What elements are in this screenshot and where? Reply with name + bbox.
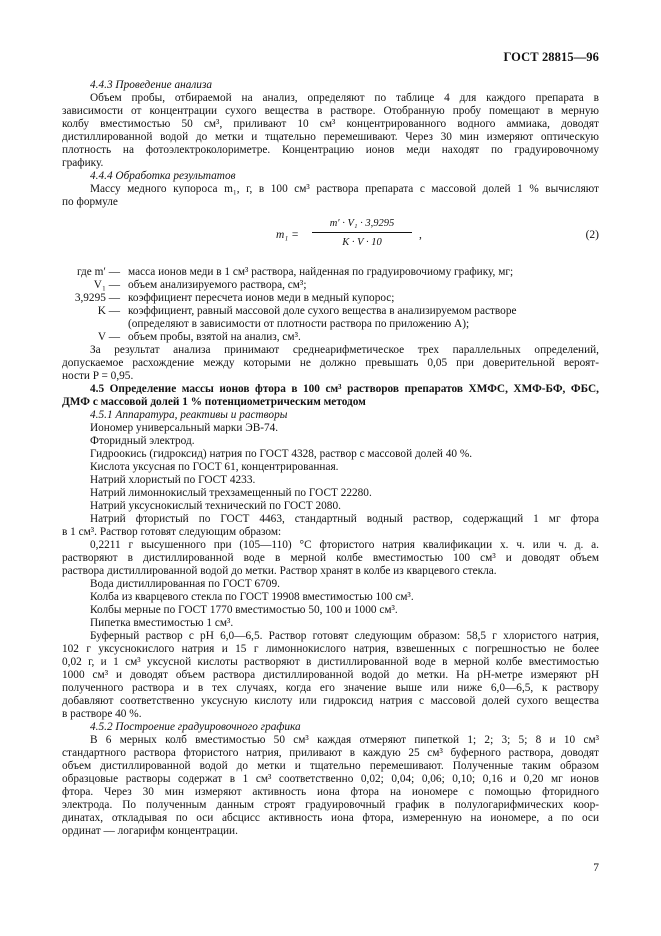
paragraph-line: добавляют соответственно уксусную кислоту или гидроксид натрия с массовой долей сухого вещества [62, 695, 599, 707]
list-item: Пипетка вместимостью 1 см³. [90, 617, 234, 629]
fraction-bar [312, 232, 412, 233]
formula-denominator: K · V · 10 [342, 237, 382, 248]
list-item: Натрий уксуснокислый технический по ГОСТ 2080. [90, 500, 341, 512]
list-item: Колба из кварцевого стекла по ГОСТ 19908 вместимостью 100 см³. [90, 591, 414, 603]
where-text: (определяют в зависимости от плотности раствора по приложению А); [128, 318, 470, 330]
section-4-5-title: ДМФ с массовой долей 1 % потенциометрическим методом [62, 396, 366, 408]
formula-lhs: m₁ = [276, 229, 299, 241]
paragraph-line: 0,02 г, и 1 см³ уксусной кислоты растворяют в дистиллированной воде в мерной колбе вместимостью [62, 656, 599, 668]
list-item: Гидроокись (гидроксид) натрия по ГОСТ 4328, раствор с массовой долей 40 %. [90, 448, 473, 460]
page-number: 7 [593, 862, 599, 874]
paragraph-line: Объем пробы, отбираемой на анализ, определяют по таблице 4 для каждого препарата в [90, 92, 599, 104]
paragraph-line: За результат анализа принимают среднеарифметическое трех параллельных определений, [90, 344, 599, 356]
paragraph-line: полученного раствора и в тех случаях, когда его значение выше или ниже 6,0—6,5, к раствору [62, 682, 599, 694]
paragraph-line: стандартного раствора фтористого натрия, приливают в каждую 25 см³ буферного раствора, доводят [62, 747, 599, 759]
paragraph-line: в 1 см³. Раствор готовят следующим образом: [62, 526, 282, 538]
where-symbol: K — [97, 305, 120, 317]
where-text: коэффициент, равный массовой доле сухого вещества в анализируемом растворе [128, 305, 517, 317]
paragraph-line: в растворе 40 %. [62, 708, 142, 720]
list-item: Натрий хлористый по ГОСТ 4233. [90, 474, 256, 486]
where-text: объем пробы, взятой на анализ, см³. [128, 331, 301, 343]
document-header: ГОСТ 28815—96 [503, 50, 599, 64]
list-item: Кислота уксусная по ГОСТ 61, концентрированная. [90, 461, 339, 473]
paragraph-line: по формуле [62, 196, 118, 208]
paragraph-line: раствора дистиллированной водой до метки. Раствор хранят в колбе из кварцевого стекла. [62, 565, 497, 577]
formula-numerator: m′ · V₁ · 3,9295 [329, 218, 395, 229]
paragraph-line: 0,2211 г высушенного при (105—110) °С фтористого натрия квалификации х. ч. или ч. д. а. [90, 539, 599, 551]
list-item: Фторидный электрод. [90, 435, 195, 447]
section-4-5-1-title: 4.5.1 Аппаратура, реактивы и растворы [90, 409, 288, 421]
where-text: масса ионов меди в 1 см³ раствора, найденная по градуировочиому графику, мг; [128, 266, 514, 278]
paragraph-line: колбу вместимостью 50 см³, приливают 10 см³ концентрированного водного аммиака, доводят [62, 118, 599, 130]
paragraph-line: растворяют в дистиллированной воде в мерной колбе вместимостью 100 см³ и доводят объем [62, 552, 599, 564]
formula-tail: , [419, 229, 422, 241]
list-item: Вода дистиллированная по ГОСТ 6709. [90, 578, 280, 590]
section-4-4-3-title: 4.4.3 Проведение анализа [90, 79, 212, 91]
paragraph-line: фтора. Через 30 мин измеряют активность иона фтора на иономере с помощью фторидного [62, 786, 599, 798]
paragraph-line: образцовые растворы содержат в 1 см³ соответственно 0,02; 0,04; 0,06; 0,10; 0,16 и 0,20 мг ионов [62, 773, 599, 785]
list-item: Колбы мерные по ГОСТ 1770 вместимостью 50, 100 и 1000 см³. [90, 604, 398, 616]
paragraph-line: Натрий фтористый по ГОСТ 4463, стандартный водный раствор, содержащий 1 мг фтора [90, 513, 599, 525]
paragraph-line: плотность на фотоэлектроколориметре. Концентрацию ионов меди находят по градуировочному [62, 144, 599, 156]
paragraph-line: зависимости от концентрации сухого вещества в растворе. Отобранную пробу помещают в мерную [62, 105, 599, 117]
paragraph-line: 102 г уксуснокислого натрия и 15 г лимоннокислого натрия, взвешенных с погрешностью не более [62, 643, 599, 655]
where-symbol: V₁ — [93, 279, 120, 291]
formula-number: (2) [585, 229, 599, 241]
paragraph-line: дистиллированной водой до метки и тщательно перемешивают. Через 30 мин измеряют оптическую [62, 131, 599, 143]
paragraph-line: 1000 см³ и доводят объем раствора дистиллированной водой до метки. На рН-метре измеряют рН [62, 669, 599, 681]
formula-fraction [312, 217, 412, 249]
where-symbol: V — [97, 331, 120, 343]
paragraph-line: графику. [62, 157, 104, 169]
section-4-5-2-title: 4.5.2 Построение градуировочного графика [90, 721, 301, 733]
section-4-5-title: 4.5 Определение массы ионов фтора в 100 см³ растворов препаратов ХМФС, ХМФ-БФ, ФБС, [90, 383, 599, 395]
list-item: Натрий лимоннокислый трехзамещенный по ГОСТ 22280. [90, 487, 372, 499]
section-4-4-4-title: 4.4.4 Обработка результатов [90, 170, 236, 182]
paragraph-line: Буферный раствор с рН 6,0—6,5. Раствор готовят следующим образом: 58,5 г хлористого натрия, [90, 630, 599, 642]
paragraph-line: допускаемое расхождение между которыми не должно превышать 0,05 при доверительной вероят- [62, 357, 599, 369]
paragraph-line: электрода. По полученным данным строят градуировочный график в полулогарифмических коор- [62, 799, 599, 811]
where-symbol: где m′ — [76, 266, 120, 278]
where-text: коэффициент пересчета ионов меди в медный купорос; [128, 292, 395, 304]
paragraph-line: динатах, откладывая по оси абсцисс активность иона фтора, измеренную на иономере, а по оси [62, 812, 599, 824]
paragraph-line: объем дистиллированной водой до метки и тщательно перемешивают. Полученные таким образом [62, 760, 599, 772]
where-text: объем анализируемого раствора, см³; [128, 279, 307, 291]
where-symbol: 3,9295 — [74, 292, 120, 304]
list-item: Иономер универсальный марки ЭВ-74. [90, 422, 279, 434]
paragraph-line: ординат — логарифм концентрации. [62, 825, 238, 837]
paragraph-line: В 6 мерных колб вместимостью 50 см³ каждая отмеряют пипеткой 1; 2; 3; 5; 8 и 10 см³ [90, 734, 599, 746]
paragraph-line: Массу медного купороса m₁, г, в 100 см³ раствора препарата с массовой долей 1 % вычисляют [90, 183, 599, 195]
paragraph-line: ности P = 0,95. [62, 370, 134, 382]
